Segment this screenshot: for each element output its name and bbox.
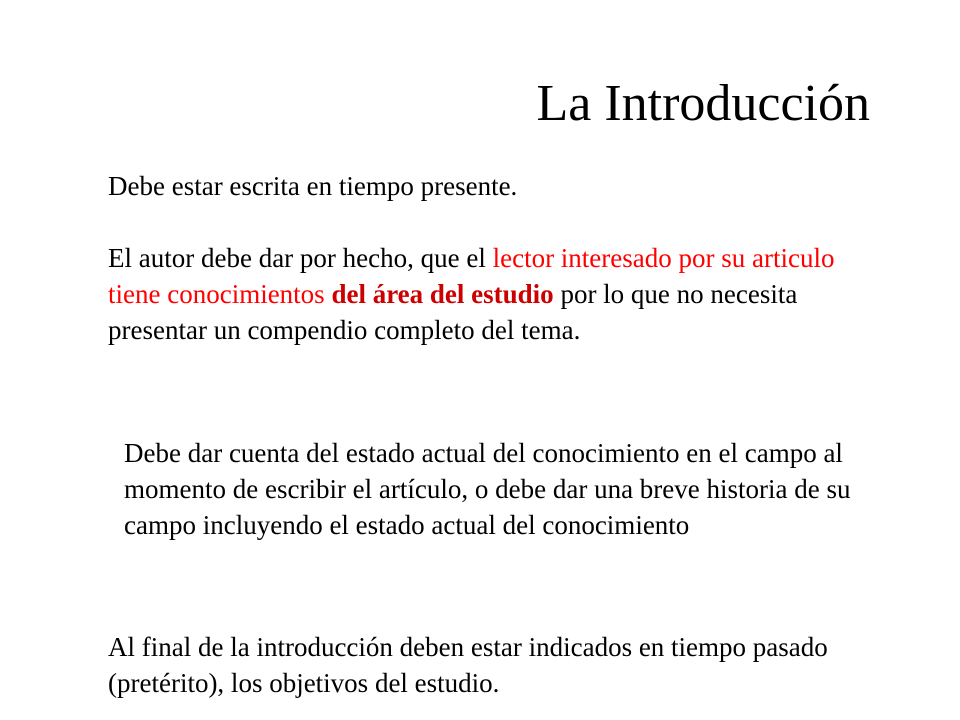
- paragraph-reader-knowledge-end: por lo que no necesita presentar un compendio completo del tema.: [108, 279, 798, 345]
- paragraph-present-tense: Debe estar escrita en tiempo presente.: [108, 171, 518, 201]
- highlight-study-area: del área del estudio: [331, 279, 554, 309]
- paragraph-objectives: Al final de la introducción deben estar indicados en tiempo pasado (pretérito), los objetivos del estudio.: [108, 632, 828, 698]
- paragraph-state-of-knowledge: Debe dar cuenta del estado actual del conocimiento en el campo al momento de escribir el artículo, o debe dar una breve historia de su campo incluyendo el estado actual del conocimiento: [124, 438, 851, 540]
- paragraph-reader-knowledge: [108, 240, 878, 348]
- highlight-reader-interest: lector interesado por su articulo tiene conocimientos: [108, 243, 835, 309]
- paragraph-reader-knowledge-intro: El autor debe dar por hecho, que el: [108, 243, 493, 273]
- slide-title: La Introducción: [536, 75, 870, 132]
